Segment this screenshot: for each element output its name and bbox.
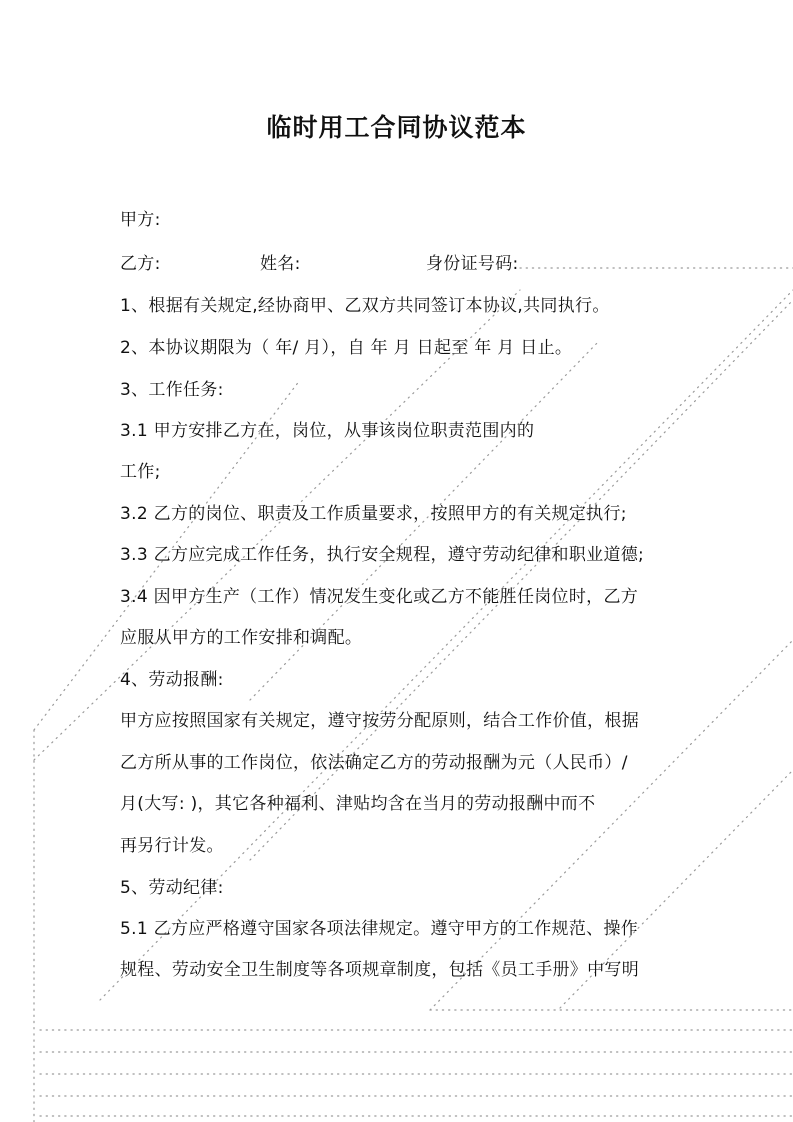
clause-3-1-cont: 工作; [120, 462, 161, 482]
clause-5-1-cont: 规程、劳动安全卫生制度等各项规章制度，包括《员工手册》中写明 [120, 960, 639, 980]
clause-3-1: 3.1 甲方安排乙方在，岗位，从事该岗位职责范围内的 [120, 421, 535, 441]
clause-5-1: 5.1 乙方应严格遵守国家各项法律规定。遵守甲方的工作规范、操作 [120, 919, 639, 939]
document-title: 临时用工合同协议范本 [266, 113, 527, 142]
party-a-label: 甲方: [120, 210, 161, 230]
clause-3-4-cont: 应服从甲方的工作安排和调配。 [120, 628, 363, 648]
clause-4-body-1: 甲方应按照国家有关规定，遵守按劳分配原则，结合工作价值，根据 [120, 711, 639, 731]
clause-4-heading: 4、劳动报酬: [120, 670, 224, 690]
id-number-label: 身份证号码: [426, 254, 519, 274]
clause-4-body-3: 月(大写: )，其它各种福利、津贴均含在当月的劳动报酬中而不 [120, 794, 596, 814]
clause-1: 1、根据有关规定,经协商甲、乙双方共同签订本协议,共同执行。 [120, 296, 610, 316]
clause-3-2: 3.2 乙方的岗位、职责及工作质量要求，按照甲方的有关规定执行; [120, 504, 627, 524]
clause-3-heading: 3、工作任务: [120, 380, 224, 400]
clause-3-3: 3.3 乙方应完成工作任务，执行安全规程，遵守劳动纪律和职业道德; [120, 545, 645, 565]
clause-4-body-2: 乙方所从事的工作岗位，依法确定乙方的劳动报酬为元（人民币）/ [120, 753, 628, 773]
party-b-label: 乙方: [120, 254, 161, 274]
clause-2: 2、本协议期限为（ 年/ 月），自 年 月 日起至 年 月 日止。 [120, 338, 573, 358]
clause-3-4: 3.4 因甲方生产（工作）情况发生变化或乙方不能胜任岗位时，乙方 [120, 587, 639, 607]
clause-4-body-4: 再另行计发。 [120, 836, 224, 856]
clause-5-heading: 5、劳动纪律: [120, 878, 224, 898]
party-b-row [120, 252, 680, 276]
name-label: 姓名: [260, 254, 301, 274]
